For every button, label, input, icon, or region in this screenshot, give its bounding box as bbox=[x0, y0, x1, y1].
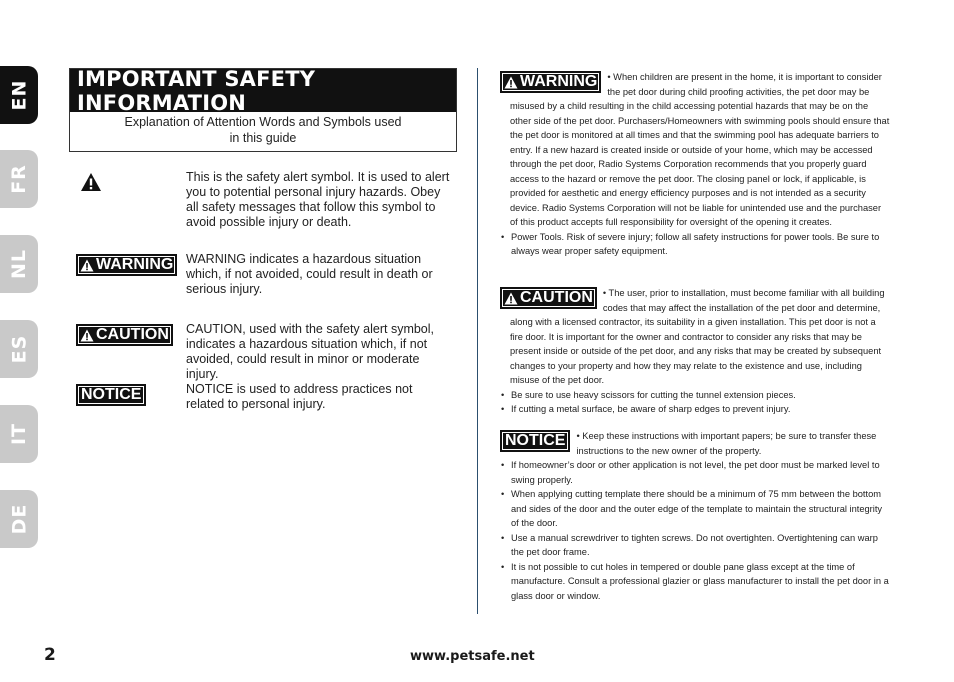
list-item: • When applying cutting template there should be a minimum of 75 mm between the bottom and sides of the door and the outer edge of the template to maintain the structural integrity of the door. bbox=[500, 487, 890, 531]
alert-triangle-icon bbox=[80, 329, 94, 342]
notice-badge-label: NOTICE bbox=[505, 432, 566, 449]
section-intro-text: • When children are present in the home, it is important to consider the pet door during child proofing activities, the pet door may be misused by a child resulting in the child accessing potential hazards that may be on the other side of the pet door. Purchasers/Homeowners with swimming pools should ensure that the pet door is monitored at all times and that the swimming pool has adequate barriers to entry. If a new hazard is created inside or outside of your home, which may be accessed through the pet door, Radio Systems Corporation recommends that you properly guard access to the hazard or remove the pet door. The closing panel or lock, if applicable, is provided for aesthetic and energy efficiency purposes and is not intended as a security device. Radio Systems Corporation will not be liable for unintended use and the purchaser of this product accepts full responsibility for oversight of the opening it creates. bbox=[510, 72, 890, 227]
notice-badge-label: NOTICE bbox=[81, 386, 142, 403]
warning-badge bbox=[76, 254, 177, 276]
tab-language-label: FR bbox=[7, 164, 30, 194]
list-item: • If homeowner’s door or other application is not level, the pet door must be marked level to swing properly. bbox=[500, 458, 890, 487]
list-item: • It is not possible to cut holes in tempered or double pane glass except at the time of manufacture. Consult a professional glazier or glass manufacturer to install the pet door in a glass door or window. bbox=[500, 560, 890, 604]
caution-badge-label: CAUTION bbox=[520, 289, 593, 306]
safety-title-box bbox=[69, 68, 457, 152]
caution-badge bbox=[500, 287, 597, 309]
section-intro-text: • The user, prior to installation, must become familiar with all building codes that may affect the installation of the pet door and determine, along with a licensed contractor, its suitability in a given installation. This pet door is not a fire door. It is important for the owner and contractor to consider any risks that may be present inside or outside of the pet door, and any risks that may be created by subsequent changes to your property and how they may relate to the existence and use, including misuse of the pet door. bbox=[510, 288, 885, 385]
tab-language-label: EN bbox=[7, 79, 30, 111]
definition-text: WARNING indicates a hazardous situation which, if not avoided, could result in death or serious injury. bbox=[186, 252, 433, 296]
bullet-list bbox=[500, 230, 890, 259]
notice-section bbox=[500, 429, 890, 603]
tab-language-en[interactable] bbox=[0, 66, 38, 124]
warning-badge-label: WARNING bbox=[520, 73, 598, 90]
section-intro-text: • Keep these instructions with important papers; be sure to transfer these instructions to the new owner of the property. bbox=[576, 431, 877, 456]
website-link[interactable]: www.petsafe.net bbox=[410, 649, 535, 664]
definition-text: This is the safety alert symbol. It is used to alert you to potential personal injury hazards. Obey all safety messages that follow this symbol to avoid possible injury or death. bbox=[186, 170, 450, 229]
list-item: • Use a manual screwdriver to tighten screws. Do not overtighten. Overtightening can warp the pet door frame. bbox=[500, 531, 890, 560]
page-subtitle bbox=[70, 112, 456, 146]
tab-language-it[interactable] bbox=[0, 405, 38, 463]
warning-badge-label: WARNING bbox=[96, 256, 174, 273]
definition-text: CAUTION, used with the safety alert symbol, indicates a hazardous situation which, if not avoided, could result in minor or moderate injury. bbox=[186, 322, 435, 381]
caution-section bbox=[500, 286, 890, 417]
page-title: IMPORTANT SAFETY INFORMATION bbox=[70, 69, 456, 112]
definition-text: NOTICE is used to address practices not related to personal injury. bbox=[186, 382, 413, 411]
column-divider bbox=[477, 68, 478, 614]
page-subtitle-line: in this guide bbox=[229, 131, 297, 145]
tab-language-label: NL bbox=[7, 248, 30, 280]
bullet-list bbox=[500, 388, 890, 417]
warning-badge bbox=[500, 71, 601, 93]
tab-language-label: DE bbox=[7, 503, 30, 535]
tab-language-label: IT bbox=[8, 422, 30, 446]
tab-language-de[interactable] bbox=[0, 490, 38, 548]
tab-language-fr[interactable] bbox=[0, 150, 38, 208]
page-number: 2 bbox=[44, 645, 56, 665]
alert-triangle-icon bbox=[80, 172, 102, 192]
caution-badge bbox=[76, 324, 173, 346]
tab-language-nl[interactable] bbox=[0, 235, 38, 293]
page-subtitle-line: Explanation of Attention Words and Symbols used bbox=[124, 115, 402, 129]
tab-language-label: ES bbox=[7, 334, 30, 364]
tab-language-es[interactable] bbox=[0, 320, 38, 378]
alert-triangle-icon bbox=[80, 259, 94, 272]
notice-badge bbox=[76, 384, 146, 406]
list-item: • If cutting a metal surface, be aware of sharp edges to prevent injury. bbox=[500, 402, 890, 417]
list-item: • Power Tools. Risk of severe injury; follow all safety instructions for power tools. Be sure to always wear proper safety equipment. bbox=[500, 230, 890, 259]
warning-section bbox=[500, 70, 890, 259]
list-item: • Be sure to use heavy scissors for cutting the tunnel extension pieces. bbox=[500, 388, 890, 403]
caution-badge-label: CAUTION bbox=[96, 326, 169, 343]
alert-triangle-icon bbox=[504, 292, 518, 305]
notice-badge bbox=[500, 430, 570, 452]
alert-triangle-icon bbox=[504, 76, 518, 89]
bullet-list bbox=[500, 458, 890, 603]
